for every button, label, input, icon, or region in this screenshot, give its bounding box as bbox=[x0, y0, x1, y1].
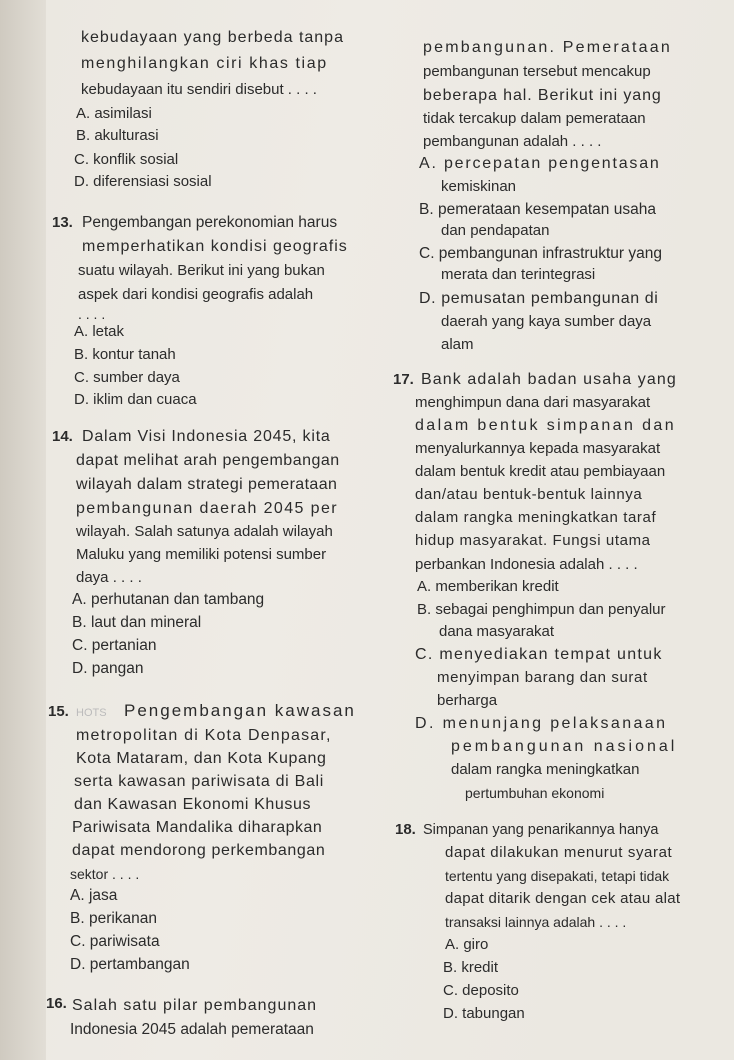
answer-option-continuation: dana masyarakat bbox=[439, 623, 555, 640]
question-text-line: dapat ditarik dengan cek atau alat bbox=[445, 890, 681, 907]
question-number: 17. bbox=[393, 371, 414, 388]
answer-option-continuation: daerah yang kaya sumber daya bbox=[441, 313, 652, 330]
answer-option[interactable]: C. deposito bbox=[443, 982, 519, 999]
question-text-line: Pariwisata Mandalika diharapkan bbox=[72, 819, 323, 836]
question-text-line: perbankan Indonesia adalah . . . . bbox=[415, 556, 638, 573]
question-text-line: metropolitan di Kota Denpasar, bbox=[76, 727, 332, 744]
answer-option[interactable]: C. pembangunan infrastruktur yang bbox=[419, 245, 662, 262]
answer-option[interactable]: C. konflik sosial bbox=[74, 151, 179, 168]
answer-option[interactable]: C. sumber daya bbox=[74, 369, 180, 386]
question-text-line: dan/atau bentuk-bentuk lainnya bbox=[415, 486, 643, 503]
question-text-line: pembangunan. Pemerataan bbox=[423, 39, 672, 56]
question-text-line: transaksi lainnya adalah . . . . bbox=[445, 914, 627, 930]
answer-option[interactable]: D. diferensiasi sosial bbox=[74, 173, 212, 190]
answer-option[interactable]: D. pangan bbox=[72, 660, 144, 677]
question-text-line: hidup masyarakat. Fungsi utama bbox=[415, 532, 651, 549]
question-text-line: pembangunan tersebut mencakup bbox=[423, 63, 651, 80]
answer-option[interactable]: C. menyediakan tempat untuk bbox=[415, 646, 663, 663]
question-text-line: Salah satu pilar pembangunan bbox=[72, 997, 318, 1014]
question-text-line: tertentu yang disepakati, tetapi tidak bbox=[445, 868, 670, 884]
answer-option[interactable]: C. pariwisata bbox=[70, 933, 160, 950]
question-text-line: dalam rangka meningkatkan taraf bbox=[415, 509, 657, 526]
question-text-line: serta kawasan pariwisata di Bali bbox=[74, 773, 325, 790]
question-text-line: sektor . . . . bbox=[70, 866, 140, 882]
answer-option-continuation: pembangunan nasional bbox=[451, 738, 678, 755]
question-text-line: . . . . bbox=[78, 306, 106, 322]
question-text-line: dapat dilakukan menurut syarat bbox=[445, 844, 673, 861]
question-text-line: Pengembangan kawasan bbox=[124, 701, 356, 720]
question-text-line: memperhatikan kondisi geografis bbox=[82, 238, 348, 255]
question-text-line: Pengembangan perekonomian harus bbox=[82, 214, 338, 231]
answer-option[interactable]: B. laut dan mineral bbox=[72, 614, 202, 631]
answer-option-continuation: kemiskinan bbox=[441, 178, 517, 195]
answer-option[interactable]: A. asimilasi bbox=[76, 105, 152, 122]
question-text-line: Maluku yang memiliki potensi sumber bbox=[76, 546, 327, 563]
question-text-line: menghimpun dana dari masyarakat bbox=[415, 394, 651, 411]
answer-option-continuation: dalam rangka meningkatkan bbox=[451, 761, 640, 778]
answer-option[interactable]: D. pemusatan pembangunan di bbox=[419, 290, 659, 307]
answer-option-continuation: pertumbuhan ekonomi bbox=[465, 785, 605, 801]
answer-option[interactable]: B. kontur tanah bbox=[74, 346, 176, 363]
question-text-line: Dalam Visi Indonesia 2045, kita bbox=[82, 428, 331, 445]
answer-option[interactable]: D. iklim dan cuaca bbox=[74, 391, 197, 408]
answer-option[interactable]: A. giro bbox=[445, 936, 489, 953]
question-text-line: aspek dari kondisi geografis adalah bbox=[78, 286, 314, 303]
question-text-line: Indonesia 2045 adalah pemerataan bbox=[70, 1021, 314, 1038]
answer-option[interactable]: B. akulturasi bbox=[76, 127, 159, 144]
answer-option[interactable]: A. perhutanan dan tambang bbox=[72, 591, 265, 608]
question-text-line: tidak tercakup dalam pemerataan bbox=[423, 110, 646, 127]
hots-mark: HOTS bbox=[76, 707, 107, 719]
answer-option[interactable]: A. letak bbox=[74, 323, 125, 340]
answer-option[interactable]: B. pemerataan kesempatan usaha bbox=[419, 201, 656, 218]
question-text-line: wilayah. Salah satunya adalah wilayah bbox=[76, 523, 333, 540]
answer-option[interactable]: D. pertambangan bbox=[70, 956, 190, 973]
question-text-line: menghilangkan ciri khas tiap bbox=[81, 55, 328, 72]
question-text-line: kebudayaan yang berbeda tanpa bbox=[81, 29, 344, 46]
question-text-line: Bank adalah badan usaha yang bbox=[421, 371, 677, 388]
page-margin bbox=[0, 0, 46, 1060]
answer-option-continuation: berharga bbox=[437, 692, 498, 709]
question-text-line: pembangunan daerah 2045 per bbox=[76, 500, 338, 517]
answer-option[interactable]: A. jasa bbox=[70, 887, 118, 904]
answer-option[interactable]: D. menunjang pelaksanaan bbox=[415, 715, 668, 732]
question-text-line: pembangunan adalah . . . . bbox=[423, 133, 602, 150]
question-text-line: kebudayaan itu sendiri disebut . . . . bbox=[81, 81, 317, 98]
question-text-line: Kota Mataram, dan Kota Kupang bbox=[76, 750, 327, 767]
question-number: 13. bbox=[52, 214, 73, 231]
question-text-line: Simpanan yang penarikannya hanya bbox=[423, 822, 659, 838]
question-text-line: beberapa hal. Berikut ini yang bbox=[423, 87, 662, 104]
answer-option-continuation: dan pendapatan bbox=[441, 222, 550, 239]
answer-option[interactable]: B. sebagai penghimpun dan penyalur bbox=[417, 601, 666, 618]
answer-option[interactable]: A. memberikan kredit bbox=[417, 578, 559, 595]
question-text-line: dapat mendorong perkembangan bbox=[72, 842, 326, 859]
question-text-line: suatu wilayah. Berikut ini yang bukan bbox=[78, 262, 325, 279]
answer-option[interactable]: A. percepatan pengentasan bbox=[419, 155, 661, 172]
question-number: 15. bbox=[48, 703, 69, 720]
answer-option-continuation: alam bbox=[441, 336, 474, 353]
question-text-line: menyalurkannya kepada masyarakat bbox=[415, 440, 661, 457]
question-number: 14. bbox=[52, 428, 73, 445]
question-text-line: dapat melihat arah pengembangan bbox=[76, 452, 340, 469]
question-text-line: wilayah dalam strategi pemerataan bbox=[76, 476, 338, 493]
answer-option-continuation: menyimpan barang dan surat bbox=[437, 669, 648, 686]
question-text-line: dan Kawasan Ekonomi Khusus bbox=[74, 796, 312, 813]
answer-option[interactable]: C. pertanian bbox=[72, 637, 157, 654]
question-number: 16. bbox=[46, 995, 67, 1012]
question-text-line: dalam bentuk simpanan dan bbox=[415, 417, 677, 434]
question-number: 18. bbox=[395, 821, 416, 838]
question-text-line: dalam bentuk kredit atau pembiayaan bbox=[415, 463, 666, 480]
answer-option-continuation: merata dan terintegrasi bbox=[441, 266, 596, 283]
answer-option[interactable]: D. tabungan bbox=[443, 1005, 525, 1022]
answer-option[interactable]: B. perikanan bbox=[70, 910, 158, 927]
question-text-line: daya . . . . bbox=[76, 569, 142, 586]
answer-option[interactable]: B. kredit bbox=[443, 959, 499, 976]
